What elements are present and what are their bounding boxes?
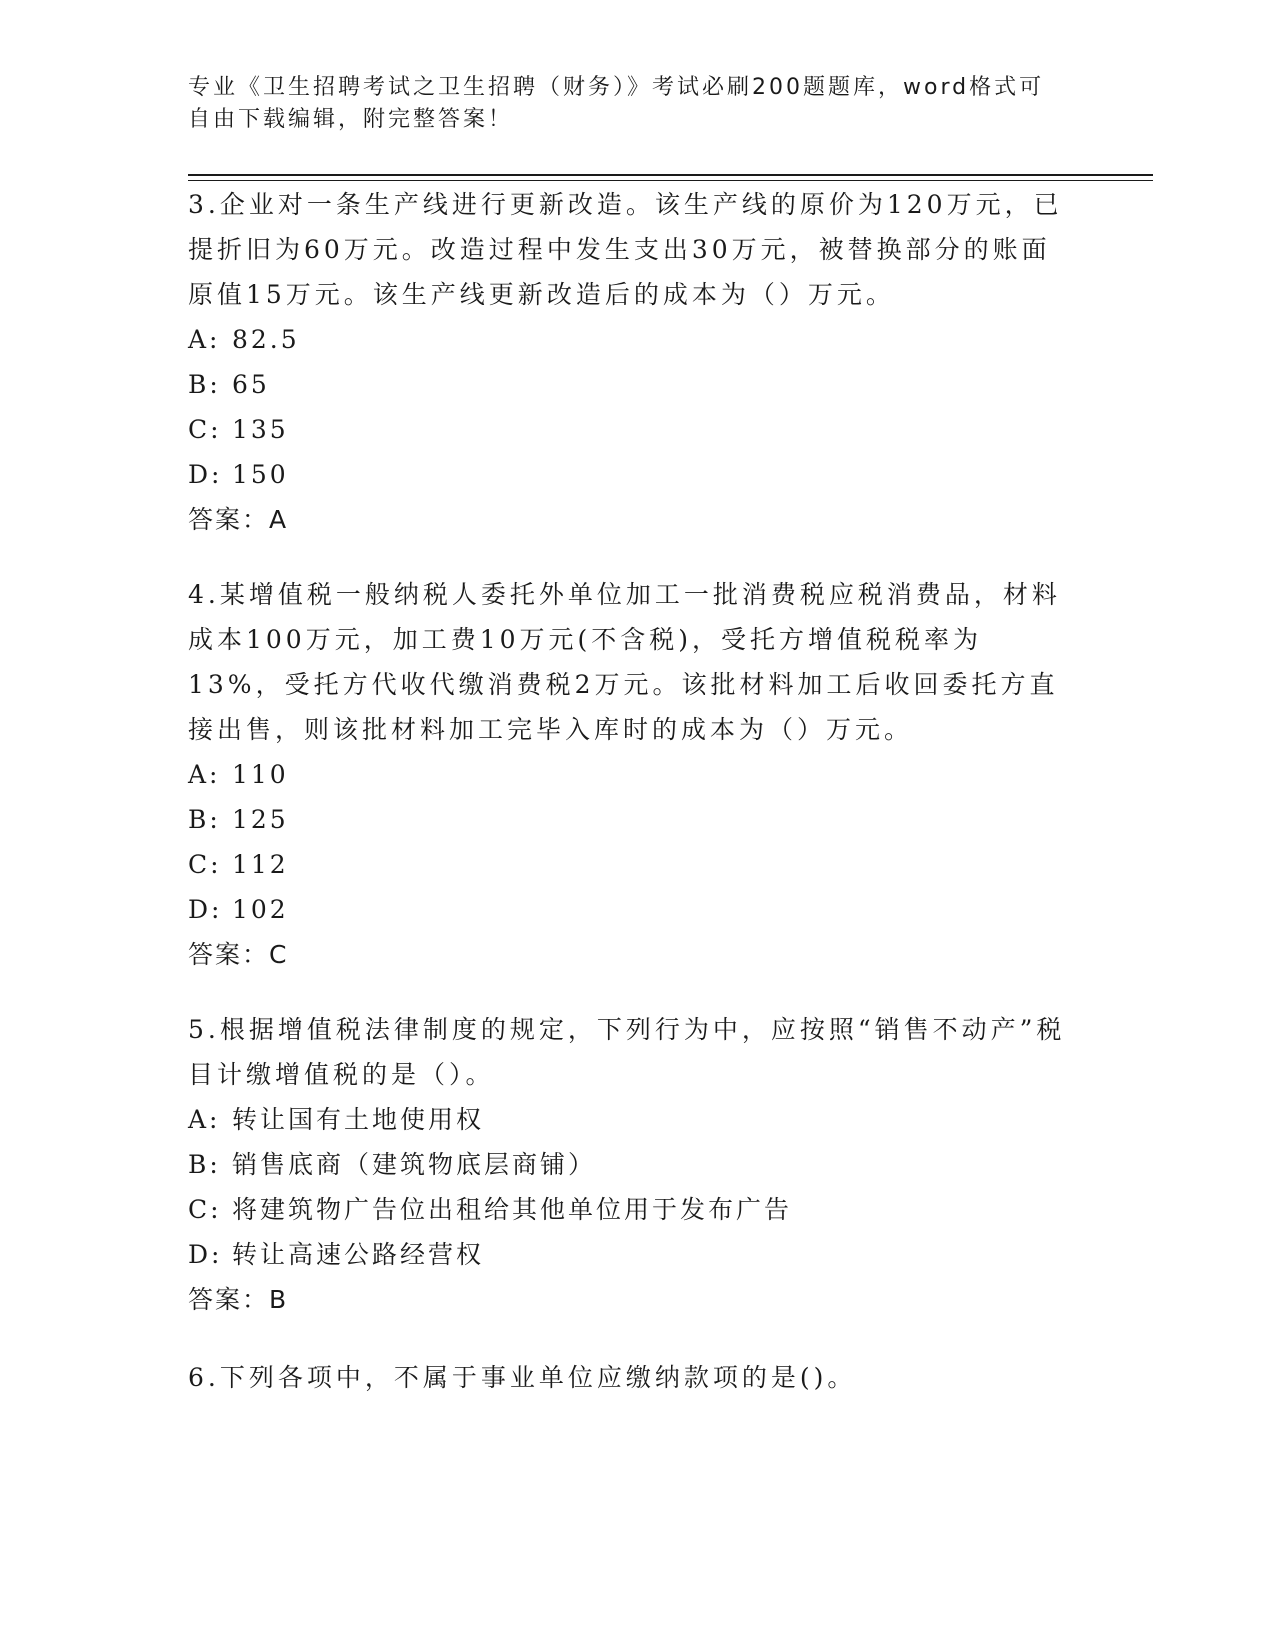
option-text: 将建筑物广告位出租给其他单位用于发布广告 xyxy=(232,1195,793,1224)
option-text: 110 xyxy=(232,760,289,789)
question-4 xyxy=(188,572,1068,977)
question-stem: 4.某增值税一般纳税人委托外单位加工一批消费税应税消费品，材料成本100万元，加工费10万元(不含税)，受托方增值税税率为13%，受托方代收代缴消费税2万元。该批材料加工后收回委托方直接出售，则该批材料加工完毕入库时的成本为（）万元。 xyxy=(188,580,1061,744)
option-b xyxy=(188,1142,1068,1187)
option-letter: A: xyxy=(188,1105,221,1134)
option-b xyxy=(188,362,1068,407)
option-text: 125 xyxy=(232,805,289,834)
option-letter: C: xyxy=(188,1195,222,1224)
answer-label: 答案：B xyxy=(188,1285,289,1314)
option-b xyxy=(188,797,1068,842)
option-text: 102 xyxy=(232,895,289,924)
question-5 xyxy=(188,1007,1068,1322)
option-text: 135 xyxy=(232,415,289,444)
option-letter: D: xyxy=(188,1240,223,1269)
option-text: 转让高速公路经营权 xyxy=(232,1240,485,1269)
answer-label: 答案：C xyxy=(188,940,289,969)
option-letter: D: xyxy=(188,895,223,924)
option-text: 150 xyxy=(232,460,289,489)
option-d xyxy=(188,887,1068,932)
question-stem: 6.下列各项中，不属于事业单位应缴纳款项的是()。 xyxy=(188,1363,857,1392)
option-letter: B: xyxy=(188,1150,221,1179)
option-letter: D: xyxy=(188,460,223,489)
option-letter: B: xyxy=(188,805,221,834)
option-d xyxy=(188,1232,1068,1277)
option-letter: A: xyxy=(188,325,221,354)
answer-label: 答案：A xyxy=(188,505,289,534)
option-text: 65 xyxy=(232,370,270,399)
option-c xyxy=(188,407,1068,452)
question-stem: 5.根据增值税法律制度的规定，下列行为中，应按照“销售不动产”税目计缴增值税的是（）。 xyxy=(188,1015,1066,1089)
question-3 xyxy=(188,182,1068,542)
question-6 xyxy=(188,1355,1068,1400)
option-c xyxy=(188,1187,1068,1232)
option-d xyxy=(188,452,1068,497)
option-text: 转让国有土地使用权 xyxy=(232,1105,485,1134)
option-a xyxy=(188,752,1068,797)
option-letter: C: xyxy=(188,850,222,879)
option-text: 82.5 xyxy=(232,325,300,354)
document-header: 专业《卫生招聘考试之卫生招聘（财务）》考试必刷200题题库，word格式可自由下载编辑，附完整答案！ xyxy=(188,75,1045,132)
question-stem: 3.企业对一条生产线进行更新改造。该生产线的原价为120万元，已提折旧为60万元。改造过程中发生支出30万元，被替换部分的账面原值15万元。该生产线更新改造后的成本为（）万元。 xyxy=(188,190,1063,309)
option-letter: C: xyxy=(188,415,222,444)
option-letter: B: xyxy=(188,370,221,399)
header-divider-thin xyxy=(188,180,1153,181)
option-text: 销售底商（建筑物底层商铺） xyxy=(232,1150,597,1179)
option-c xyxy=(188,842,1068,887)
option-text: 112 xyxy=(232,850,289,879)
option-letter: A: xyxy=(188,760,221,789)
option-a xyxy=(188,317,1068,362)
option-a xyxy=(188,1097,1068,1142)
header-divider-thick xyxy=(188,174,1153,176)
